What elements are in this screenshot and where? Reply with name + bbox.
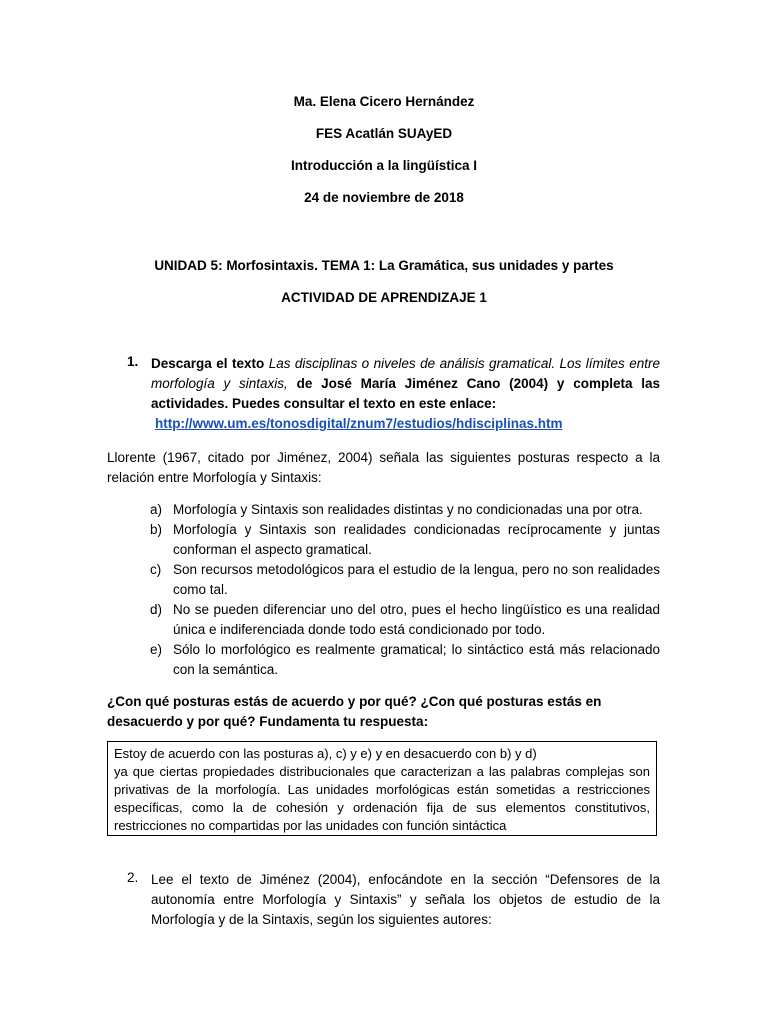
list-item-label: a) — [150, 502, 163, 517]
intro-paragraph: Llorente (1967, citado por Jiménez, 2004) señala las siguientes posturas respecto a la relación entre Morfología y Sintaxis: — [107, 450, 660, 485]
list-item-text: Morfología y Sintaxis son realidades condicionadas recíprocamente y juntas conforman el aspecto gramatical. — [173, 522, 660, 557]
answer-line-2: ya que ciertas propiedades distribucionales que caracterizan a las palabras complejas son privativas de la morfología. Las unidades morfológicas están sometidas a restricciones específicas, como la de cohesión y ordenación fija de sus elementos constitutivos, restricciones no compartidas por las unidades con función sintáctica — [114, 764, 650, 833]
task-instructions: de José María Jiménez Cano (2004) y completa las actividades. Puedes consultar el texto en este enlace: — [151, 376, 660, 411]
list-item-label: c) — [150, 562, 162, 577]
task-2-text: Lee el texto de Jiménez (2004), enfocándote en la sección “Defensores de la autonomía entre Morfología y Sintaxis” y señala los objetos de estudio de la Morfología y de la Sintaxis, según los siguientes autores: — [151, 872, 660, 927]
question-text: ¿Con qué posturas estás de acuerdo y por qué? ¿Con qué posturas estás en desacuerdo y por qué? Fundamenta tu respuesta: — [107, 694, 602, 729]
task-lead: Descarga el texto — [151, 356, 269, 371]
list-item — [150, 600, 660, 640]
document-date: 24 de noviembre de 2018 — [304, 190, 464, 205]
reading-link[interactable]: http://www.um.es/tonosdigital/znum7/estudios/hdisciplinas.htm — [155, 416, 563, 431]
list-item-text: No se pueden diferenciar uno del otro, pues el hecho lingüístico es una realidad única e indiferenciada donde todo está condicionado por todo. — [173, 602, 660, 637]
list-item — [150, 520, 660, 560]
list-item-label: d) — [150, 602, 163, 617]
list-item-label: b) — [150, 522, 163, 537]
task-item-2 — [107, 870, 660, 930]
list-item-label: e) — [150, 642, 163, 657]
list-item — [150, 500, 660, 520]
activity-title: ACTIVIDAD DE APRENDIZAJE 1 — [281, 290, 487, 305]
author-name: Ma. Elena Cicero Hernández — [293, 94, 475, 109]
document-header — [0, 92, 768, 220]
list-item — [150, 560, 660, 600]
course-name: Introducción a la lingüística I — [290, 158, 478, 173]
task-number: 1. — [127, 354, 139, 369]
postures-list — [150, 500, 660, 680]
list-item-text: Son recursos metodológicos para el estudio de la lengua, pero no son realidades como tal. — [173, 562, 660, 597]
reading-title: Las disciplinas o niveles de análisis gramatical. Los límites entre morfología y sintaxis, — [151, 356, 660, 391]
list-item-text: Morfología y Sintaxis son realidades distintas y no condicionadas una por otra. — [173, 502, 643, 517]
list-item-text: Sólo lo morfológico es realmente gramatical; lo sintáctico está más relacionado con la semántica. — [173, 642, 660, 677]
task-item-1 — [107, 354, 660, 434]
answer-box — [107, 741, 657, 836]
answer-line-1: Estoy de acuerdo con las posturas a), c) y e) y en desacuerdo con b) y d) — [114, 746, 537, 761]
institution-name: FES Acatlán SUAyED — [315, 126, 453, 141]
list-item — [150, 640, 660, 680]
task-number: 2. — [127, 870, 139, 885]
unit-title: UNIDAD 5: Morfosintaxis. TEMA 1: La Gramática, sus unidades y partes — [154, 258, 614, 273]
